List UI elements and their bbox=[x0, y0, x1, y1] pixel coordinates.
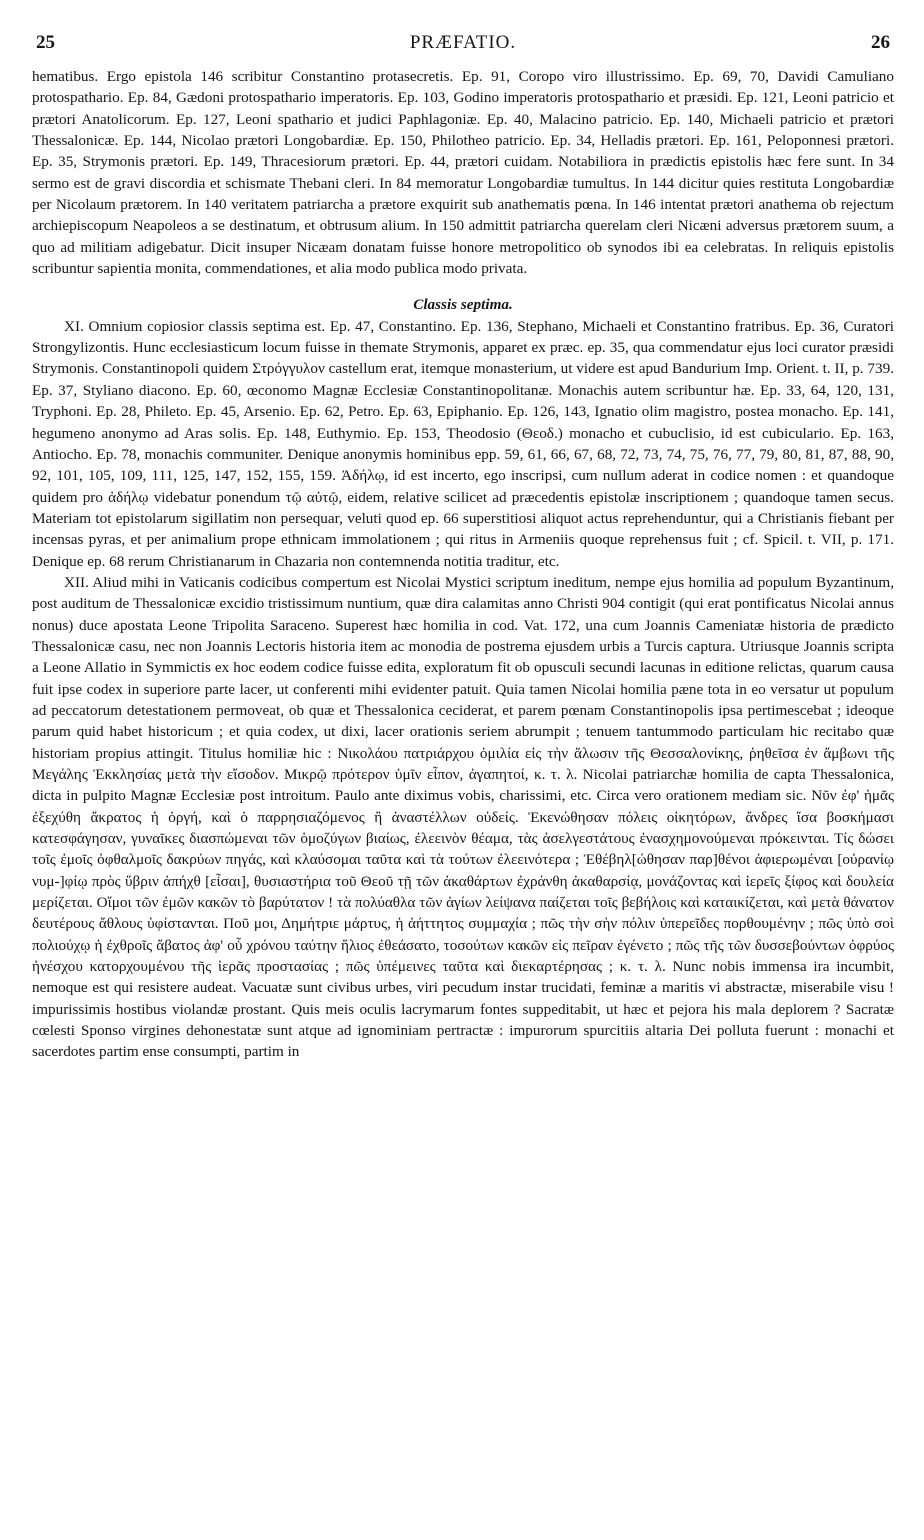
section-heading: Classis septima. bbox=[413, 296, 513, 314]
paragraph-continuation: hematibus. Ergo epistola 146 scribitur Constantino protasecretis. Ep. 91, Coropo viro illustrissimo. Ep. 69, 70, Davidi Camuliano protospathario. Ep. 84, Gædoni protospathario imperatoris. Ep. 103, Godino imperatoris protospathario et præsidi. Ep. 121, Leoni patricio et prætori Anatolicorum. Ep. 127, Leoni spathario et judici Paphlagoniæ. Ep. 40, Malacino patricio. Ep. 140, Michaeli patricio et prætori Thessalonicæ. Ep. 144, Nicolao prætori Longobardiæ. Ep. 150, Philotheo patricio. Ep. 34, Helladis prætori. Ep. 161, Peloponnesi prætori. Ep. 35, Strymonis prætori. Ep. 149, Thracesiorum prætori. Ep. 44, prætori cuidam. Notabiliora in prædictis epistolis hæc fere sunt. In 34 sermo est de gravi discordia et schismate Thebani cleri. In 84 memoratur Longobardiæ tumultus. In 144 dicitur quies restituta Longobardiæ per Nicolaum prætorem. In 140 veritatem patriarcha a prætore exquirit sub anathematis pœna. In 146 intentat prætori anathema ob rejectum archiepiscopum Neapoleos a se destinatum, et obtrusum alium. In 150 admittit patriarcha querelam cleri Nicæni adversus prætorem suum, a quo ad militiam adigebatur. Dicit insuper Nicæam donatam fuisse honore metropolitico ob synodos ibi ea celebratas. In reliquis epistolis scribuntur sapientia monita, commendationes, et alia modo publica modo privata. bbox=[32, 68, 894, 278]
body-text bbox=[32, 66, 894, 1063]
page-number-right: 26 bbox=[871, 32, 890, 53]
running-title: PRÆFATIO. bbox=[409, 32, 517, 53]
paragraph-xii: XII. Aliud mihi in Vaticanis codicibus compertum est Nicolai Mystici scriptum ineditum, nempe ejus homilia ad populum Byzantinum, post auditum de Thessalonicæ excidio tristissimum nuntium, quæ dira calamitas anno Christi 904 contigit (qui erat pontificatus Nicolai annus nonus) duce apostata Leone Tripolita Saraceno. Superest hæc homilia in cod. Vat. 172, una cum Joannis Cameniatæ historia de prædicto Thessalonicæ casu, nec non Joannis Lectoris historia item ac monodia de postrema ejusdem urbis a Turcis captura. Utriusque Joannis scripta a Leone Allatio in Symmictis ex hoc eodem codice fuisse edita, exploratum fit ob opusculi secundi lacunas in editione relictas, quarum causa fuit ipse codex in superiore parte lacer, ut conferenti mihi evidenter patuit. Quia tamen Nicolai homilia pæne tota in eo versatur ut populum ad peccatorum detestationem permoveat, ob quæ et Thessalonica ceciderat, et parem pœnam Constantinopolis ipsa pertimescebat ; ideoque parum quid habet historicum ; et quia codex, ut dixi, lacer orationis seriem abrumpit ; tenuem tantummodo particulam hic recitabo quæ historiam propius attingit. Titulus homiliæ hic : Νικολάου πατριάρχου ὁμιλία εἰς τὴν ἅλωσιν τῆς Θεσσαλονίκης, ῥηθεῖσα ἐν ἄμβωνι τῆς Μεγάλης Ἐκκλησίας μετὰ τὴν εἴσοδον. Μικρῷ πρότερον ὑμῖν εἶπον, ἀγαπητοί, κ. τ. λ. Nicolai patriarchæ homilia de capta Thessalonica, dicta in pulpito Magnæ Ecclesiæ post introitum. Paulo ante diximus vobis, charissimi, etc. Circa vero orationem mediam sic. Νῦν ἐφ' ἡμᾶς ἐξεχύθη ἄκρατος ἡ ὀργή, καὶ ὁ παρρησιαζόμενος ἢ ἀναστέλλων οὐδείς. Ἐκενώθησαν πόλεις οἰκητόρων, ἄνδρες ἴσα βοσκήμασι κατεσφάγησαν, γυναῖκες διασπώμεναι τῶν ὁμοζύγων βιαίως, ἐλεεινὸν θέαμα, τὰς ἀσελγεστάτους ἐνασχημονούμεναι πρόκεινται. Τίς δώσει τοῖς ἐμοῖς ὀφθαλμοῖς δακρύων πηγάς, καὶ κλαύσομαι ταῦτα καὶ τὰ τούτων ἐλεεινότερα ; Ἐθέβηλ[ώθησαν παρ]θένοι ἀφιερωμέναι [οὐρανίῳ νυμ-]φίῳ πρὸς ὕβριν ἀπήχθ [εἶσαι], θυσιαστήρια τοῦ Θεοῦ τῇ τῶν ἀκαθάρτων ἐχράνθη ἀκαθαρσίᾳ, μονάζοντας καὶ ἱερεῖς ξίφος καὶ δουλεία μερίζεται. Οἴμοι τῶν ἐμῶν κακῶν τὸ βαρύτατον ! τὰ πολύαθλα τῶν ἁγίων λείψανα παίζεται τοῖς βεβήλοις καὶ καταικίζεται, καὶ μετὰ θάνατον δευτέρους ἄθλους ὑφίστανται. Ποῦ μοι, Δημήτριε μάρτυς, ἡ ἀήττητος συμμαχία ; πῶς τὴν σὴν πόλιν ὑπερεῖδες πορθουμένην ; πῶς ὑπὸ σοὶ πολιούχῳ ἡ ἐχθροῖς ἄβατος ἀφ' οὗ χρόνου ταύτην ἥλιος ἐθεάσατο, τοσούτων κακῶν εἰς πεῖραν ἐγένετο ; πῶς τῆς τῶν δυσσεβούντων ὀφρύος ἠνέσχου κατορχουμένου τῆς ἱερᾶς προστασίας ; πῶς ὑπέμεινες ταῦτα καὶ διεκαρτέρησας ; κ. τ. λ. Nunc nobis immensa ira incumbit, nemoque est qui resistere audeat. Vacuatæ sunt civibus urbes, viri pecudum instar trucidati, feminæ a maritis vi abstractæ, miserabile visu ! impurissimis hostibus violandæ prostant. Quis meis oculis lacrymarum fontes suppeditabit, ut hæc et pejora his mala deplorem ? Sacratæ cœlesti Sponso virgines dehonestatæ sunt atque ad ignominiam pertractæ : impurorum spurcitiis altaria Dei polluta fuerunt : monachi et sacerdotes partim ense consumpti, partim in bbox=[32, 573, 894, 1061]
page-number-left: 25 bbox=[36, 32, 55, 53]
paragraph-xi: XI. Omnium copiosior classis septima est. Ep. 47, Constantino. Ep. 136, Stephano, Michaeli et Constantino fratribus. Ep. 36, Curatori Strongylizontis. Hunc ecclesiasticum locum fuisse in themate Strymonis, apparet ex præc. ep. 35, qua commendatur ejus loci curator præsidi Strymonis. Constantinopoli quidem Στρόγγυλον castellum erat, itemque monasterium, ut videre est apud Bandurium Imp. Orient. t. II, p. 739. Ep. 37, Styliano diacono. Ep. 60, œconomo Magnæ Ecclesiæ Constantinopolitanæ. Monachis autem scribuntur hæ. Ep. 33, 64, 120, 131, Tryphoni. Ep. 28, Phileto. Ep. 45, Arsenio. Ep. 62, Petro. Ep. 63, Epiphanio. Ep. 126, 143, Ignatio olim magistro, postea monacho. Ep. 141, hegumeno anonymo ad Aras solis. Ep. 148, Euthymio. Ep. 153, Theodosio (Θεοδ.) monacho et cubuclisio, id est cubiculario. Ep. 163, Antiocho. Ep. 78, monachis communiter. Denique anonymis hominibus epp. 59, 61, 66, 67, 68, 72, 73, 74, 75, 76, 77, 79, 80, 81, 87, 88, 90, 92, 101, 105, 109, 111, 125, 147, 152, 155, 159. Ἀδήλῳ, id est incerto, ego inscripsi, cum nullum aderat in codice nomen : et quandoque quidem pro ἀδήλῳ videbatur ponendum τῷ αὐτῷ, eidem, relative scilicet ad præcedentis epistolæ inscriptionem ; quandoque tamen secus. Materiam tot epistolarum sigillatim non persequar, veluti quod ep. 66 superstitiosi aliquot actus reprehenduntur, qui a Christianis fiebant per incensas pyras, et per animalium prope ethnicam immolationem ; qui ritus in Armeniis quoque reprehensus fuit ; cf. Spicil. t. VII, p. 171. Denique ep. 68 rerum Christianarum in Chazaria non contemnenda notitia traditur, etc. bbox=[32, 317, 894, 570]
page-header bbox=[32, 32, 894, 66]
